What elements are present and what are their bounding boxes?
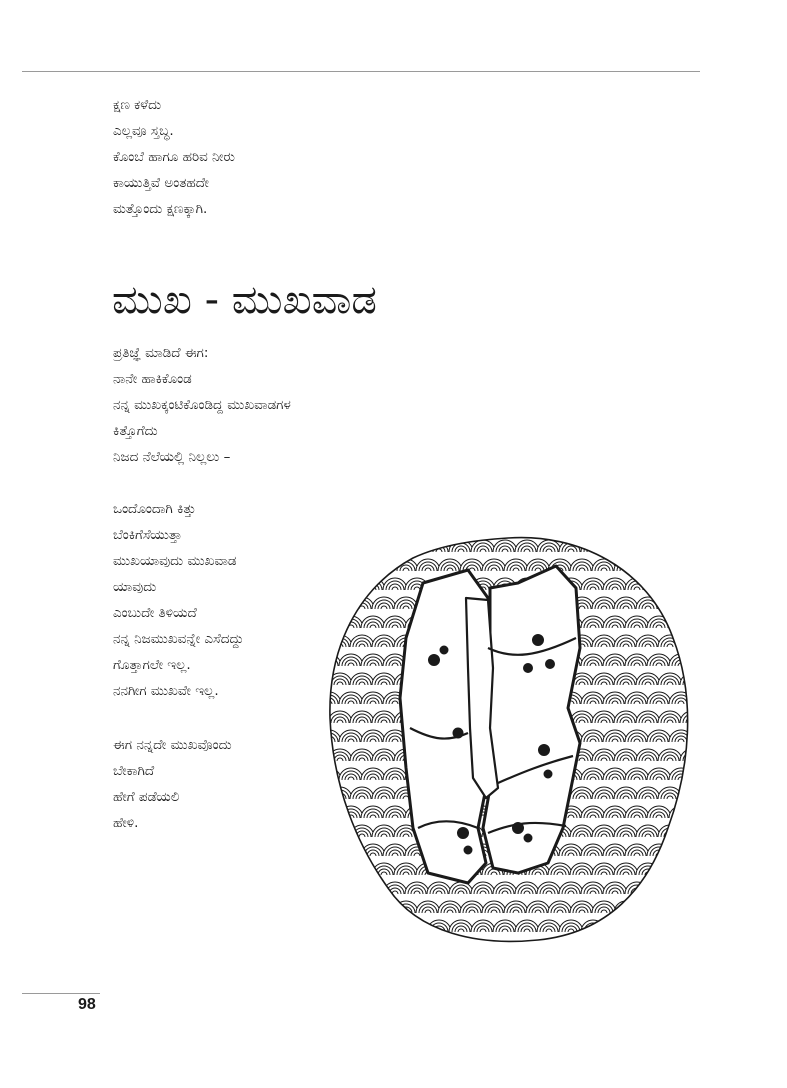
footer-rule [22,993,100,994]
poem-line: ನನ್ನ ನಿಜಮುಖವನ್ನೇ ಎಸೆದದ್ದು [113,631,244,647]
poem-line: ನಿಜದ ನೆಲೆಯಲ್ಲಿ ನಿಲ್ಲಲು – [113,449,231,465]
poem-title: ಮುಖ - ಮುಖವಾಡ [112,277,377,323]
poem-line: ಬೆಂಕಿಗೆಸೆಯುತ್ತಾ [113,527,182,543]
header-rule [22,71,700,72]
poem-stanza-2 [113,496,244,704]
poem-line: ನನ್ನ ಮುಖಕ್ಕಂಟಿಕೊಂಡಿದ್ದ ಮುಖವಾಡಗಳ [113,397,291,413]
poem-line: ಎಲ್ಲವೂ ಸ್ತಬ್ಧ. [113,123,174,139]
poem-line: ಕಿತ್ತೊಗೆದು [113,423,158,439]
poem-stanza-1 [113,340,291,470]
poem-line: ನಾನೇ ಹಾಕಿಕೊಂಡ [113,371,192,387]
poem-line: ಎಂಬುದೇ ತಿಳಿಯದೆ [113,605,197,621]
poem-line: ಹೇಳಿ. [113,815,139,831]
poem-line: ಬೇಕಾಗಿದೆ [113,763,155,779]
poem-line: ಪ್ರತಿಜ್ಞೆ ಮಾಡಿದೆ ಈಗ: [113,345,209,361]
poem-line: ಕಾಯುತ್ತಿವೆ ಅಂತಹದೇ [113,175,209,191]
poem-stanza-previous-ending [113,92,235,222]
poem-line: ಮತ್ತೊಂದು ಕ್ಷಣಕ್ಕಾಗಿ. [113,201,208,217]
poem-line: ಈಗ ನನ್ನದೇ ಮುಖವೊಂದು [113,737,232,753]
poem-line: ಕ್ಷಣ ಕಳೆದು [113,97,162,113]
page-number: 98 [78,996,96,1013]
mask-face-illustration [318,528,698,948]
poem-line: ಗೊತ್ತಾಗಲೇ ಇಲ್ಲ. [113,657,191,673]
poem-line: ಕೊಂಬೆ ಹಾಗೂ ಹರಿವ ನೀರು [113,149,235,165]
poem-line: ನನಗೀಗ ಮುಖವೇ ಇಲ್ಲ. [113,683,219,699]
poem-line: ಹೇಗೆ ಪಡೆಯಲಿ [113,789,180,805]
poem-line: ಮುಖಯಾವುದು ಮುಖವಾಡ [113,553,237,569]
poem-line: ಒಂದೊಂದಾಗಿ ಕಿತ್ತು [113,501,196,517]
poem-stanza-3 [113,732,232,836]
poem-line: ಯಾವುದು [113,579,157,595]
